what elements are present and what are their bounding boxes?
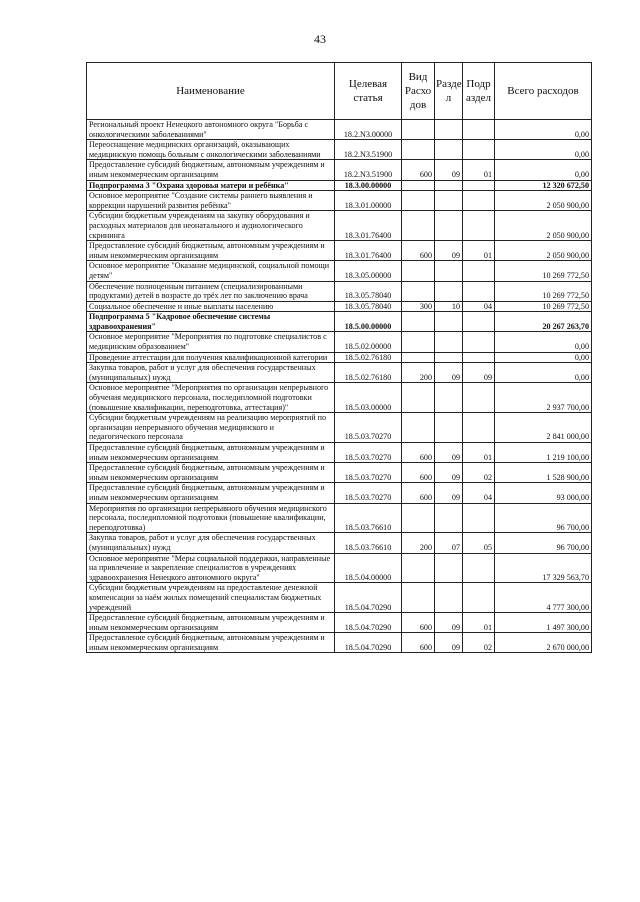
row-section	[435, 211, 463, 241]
row-subsection: 09	[463, 363, 495, 383]
table-row	[87, 261, 592, 281]
row-section: 09	[435, 160, 463, 180]
row-subsection	[463, 120, 495, 140]
row-total: 1 528 900,00	[495, 463, 592, 483]
row-name: Субсидии бюджетным учреждениям на закупку оборудования и расходных материалов для неонатального и аудиологического скрининга	[87, 211, 335, 241]
row-name: Обеспечение полноценным питанием (специализированными продуктами) детей в возрасте до трёх лет по заключению врача	[87, 281, 335, 301]
row-section	[435, 180, 463, 191]
table-row	[87, 383, 592, 413]
row-subsection	[463, 332, 495, 352]
row-expense-kind	[402, 191, 435, 211]
row-subsection	[463, 191, 495, 211]
row-expense-kind	[402, 413, 435, 443]
table-row	[87, 301, 592, 312]
page-number: 43	[314, 32, 326, 46]
row-section	[435, 281, 463, 301]
row-name: Основное мероприятие "Меры социальной поддержки, направленные на привлечение и закрепление специалистов в учреждениях здравоохранения Ненецкого автономного округа"	[87, 553, 335, 583]
row-subsection	[463, 140, 495, 160]
row-name: Подпрограмма 3 "Охрана здоровья матери и ребёнка"	[87, 180, 335, 191]
header-expense-kind: Вид Расхо дов	[402, 63, 435, 120]
table-row	[87, 120, 592, 140]
row-total: 20 267 263,70	[495, 312, 592, 332]
row-expense-kind: 600	[402, 160, 435, 180]
row-target-article: 18.2.N3.51900	[335, 140, 402, 160]
row-total: 2 670 000,00	[495, 633, 592, 653]
row-total: 0,00	[495, 160, 592, 180]
row-expense-kind	[402, 332, 435, 352]
row-total: 96 700,00	[495, 533, 592, 553]
table-row	[87, 483, 592, 503]
row-expense-kind	[402, 211, 435, 241]
row-subsection	[463, 180, 495, 191]
row-total: 17 329 563,70	[495, 553, 592, 583]
row-name: Закупка товаров, работ и услуг для обеспечения государственных (муниципальных) нужд	[87, 533, 335, 553]
row-name: Подпрограмма 5 "Кадровое обеспечение системы здравоохранения"	[87, 312, 335, 332]
row-total: 10 269 772,50	[495, 301, 592, 312]
row-subsection: 05	[463, 533, 495, 553]
header-section: Разде л	[435, 63, 463, 120]
row-expense-kind	[402, 261, 435, 281]
header-name: Наименование	[87, 63, 335, 120]
row-name: Проведение аттестации для получения квалификационной категории	[87, 352, 335, 363]
table-header-row	[87, 63, 592, 120]
row-name: Основное мероприятие "Мероприятия по организации непрерывного обучения медицинского персонала, последипломной подготовки (повышение квалификации, переподготовка, аттестация)"	[87, 383, 335, 413]
row-expense-kind	[402, 553, 435, 583]
row-name: Основное мероприятие "Мероприятия по подготовке специалистов с медицинским образованием"	[87, 332, 335, 352]
table-row	[87, 443, 592, 463]
table-row	[87, 211, 592, 241]
row-target-article: 18.3.05.00000	[335, 261, 402, 281]
row-name: Мероприятия по организации непрерывного обучения медицинского персонала, последипломной подготовки (повышение квалификации, переподготовка)	[87, 503, 335, 533]
row-total: 0,00	[495, 140, 592, 160]
row-total: 93 000,00	[495, 483, 592, 503]
row-subsection: 02	[463, 633, 495, 653]
row-section	[435, 583, 463, 613]
row-subsection: 01	[463, 443, 495, 463]
row-section	[435, 332, 463, 352]
row-target-article: 18.5.04.70290	[335, 613, 402, 633]
table-row	[87, 613, 592, 633]
row-total: 2 937 700,00	[495, 383, 592, 413]
row-total: 2 841 000,00	[495, 413, 592, 443]
row-target-article: 18.5.02.00000	[335, 332, 402, 352]
table-row	[87, 180, 592, 191]
row-expense-kind	[402, 583, 435, 613]
table-row	[87, 352, 592, 363]
row-section	[435, 383, 463, 413]
row-target-article: 18.2.N3.51900	[335, 160, 402, 180]
row-target-article: 18.5.03.76610	[335, 503, 402, 533]
row-section: 09	[435, 613, 463, 633]
row-subsection	[463, 312, 495, 332]
table-row	[87, 463, 592, 483]
row-subsection	[463, 352, 495, 363]
row-total: 0,00	[495, 352, 592, 363]
table-row	[87, 191, 592, 211]
row-total: 1 497 300,00	[495, 613, 592, 633]
row-name: Социальное обеспечение и иные выплаты населению	[87, 301, 335, 312]
row-total: 0,00	[495, 332, 592, 352]
row-section	[435, 553, 463, 583]
row-expense-kind: 600	[402, 241, 435, 261]
row-subsection	[463, 261, 495, 281]
row-section	[435, 140, 463, 160]
row-name: Предоставление субсидий бюджетным, автономным учреждениям и иным некоммерческим организациям	[87, 633, 335, 653]
row-name: Субсидии бюджетным учреждениям на предоставление денежной компенсации за наём жилых помещений специалистам бюджетных учреждений	[87, 583, 335, 613]
row-total: 2 050 900,00	[495, 211, 592, 241]
row-section	[435, 191, 463, 211]
row-section: 09	[435, 463, 463, 483]
row-target-article: 18.5.03.00000	[335, 383, 402, 413]
row-section: 09	[435, 633, 463, 653]
row-expense-kind	[402, 120, 435, 140]
row-target-article: 18.5.03.70270	[335, 463, 402, 483]
row-expense-kind	[402, 140, 435, 160]
row-total: 10 269 772,50	[495, 281, 592, 301]
row-total: 2 050 900,00	[495, 191, 592, 211]
table-row	[87, 312, 592, 332]
row-name: Предоставление субсидий бюджетным, автономным учреждениям и иным некоммерческим организациям	[87, 443, 335, 463]
row-name: Предоставление субсидий бюджетным, автономным учреждениям и иным некоммерческим организациям	[87, 613, 335, 633]
row-expense-kind	[402, 352, 435, 363]
row-total: 2 050 900,00	[495, 241, 592, 261]
row-subsection: 02	[463, 463, 495, 483]
table-row	[87, 413, 592, 443]
row-name: Основное мероприятие "Оказание медицинской, социальной помощи детям"	[87, 261, 335, 281]
row-target-article: 18.5.03.70270	[335, 413, 402, 443]
row-total: 0,00	[495, 120, 592, 140]
row-target-article: 18.5.03.76610	[335, 533, 402, 553]
row-name: Основное мероприятие "Создание системы раннего выявления и коррекции нарушений развития ребёнка"	[87, 191, 335, 211]
table-row	[87, 583, 592, 613]
row-target-article: 18.3.01.76400	[335, 211, 402, 241]
table-body	[87, 120, 592, 653]
row-subsection: 01	[463, 160, 495, 180]
row-subsection: 01	[463, 613, 495, 633]
row-section	[435, 413, 463, 443]
row-name: Предоставление субсидий бюджетным, автономным учреждениям и иным некоммерческим организациям	[87, 241, 335, 261]
row-expense-kind: 600	[402, 443, 435, 463]
row-section	[435, 503, 463, 533]
table-row	[87, 363, 592, 383]
row-expense-kind	[402, 383, 435, 413]
table-row	[87, 503, 592, 533]
row-total: 0,00	[495, 363, 592, 383]
table-row	[87, 533, 592, 553]
row-target-article: 18.3.05.78040	[335, 301, 402, 312]
row-section: 09	[435, 443, 463, 463]
row-name: Переоснащение медицинских организаций, оказывающих медицинскую помощь больным с онкологическими заболеваниями	[87, 140, 335, 160]
header-target-article: Целевая статья	[335, 63, 402, 120]
row-name: Закупка товаров, работ и услуг для обеспечения государственных (муниципальных) нужд	[87, 363, 335, 383]
row-subsection: 04	[463, 301, 495, 312]
row-subsection: 01	[463, 241, 495, 261]
row-section	[435, 120, 463, 140]
row-expense-kind: 200	[402, 363, 435, 383]
row-expense-kind	[402, 503, 435, 533]
table-row	[87, 160, 592, 180]
row-target-article: 18.5.03.70270	[335, 483, 402, 503]
row-total: 10 269 772,50	[495, 261, 592, 281]
table-row	[87, 241, 592, 261]
row-subsection	[463, 413, 495, 443]
row-target-article: 18.3.01.00000	[335, 191, 402, 211]
row-expense-kind	[402, 281, 435, 301]
row-target-article: 18.3.00.00000	[335, 180, 402, 191]
row-expense-kind	[402, 180, 435, 191]
row-target-article: 18.5.04.00000	[335, 553, 402, 583]
table-row	[87, 633, 592, 653]
row-target-article: 18.2.N3.00000	[335, 120, 402, 140]
row-expense-kind: 300	[402, 301, 435, 312]
row-section	[435, 261, 463, 281]
header-total-expenses: Всего расходов	[495, 63, 592, 120]
row-section	[435, 312, 463, 332]
row-name: Предоставление субсидий бюджетным, автономным учреждениям и иным некоммерческим организациям	[87, 463, 335, 483]
row-name: Предоставление субсидий бюджетным, автономным учреждениям и иным некоммерческим организациям	[87, 160, 335, 180]
row-section: 09	[435, 241, 463, 261]
row-expense-kind: 200	[402, 533, 435, 553]
row-expense-kind	[402, 312, 435, 332]
row-subsection: 04	[463, 483, 495, 503]
row-target-article: 18.5.02.76180	[335, 352, 402, 363]
table-row	[87, 140, 592, 160]
row-target-article: 18.5.04.70290	[335, 583, 402, 613]
table-row	[87, 281, 592, 301]
header-subsection: Подр аздел	[463, 63, 495, 120]
row-section	[435, 352, 463, 363]
row-subsection	[463, 383, 495, 413]
row-subsection	[463, 553, 495, 583]
budget-table	[86, 62, 592, 653]
row-target-article: 18.5.03.70270	[335, 443, 402, 463]
row-expense-kind: 600	[402, 633, 435, 653]
row-target-article: 18.5.00.00000	[335, 312, 402, 332]
row-subsection	[463, 211, 495, 241]
row-section: 07	[435, 533, 463, 553]
row-expense-kind: 600	[402, 613, 435, 633]
row-section: 10	[435, 301, 463, 312]
row-section: 09	[435, 363, 463, 383]
row-subsection	[463, 583, 495, 613]
table-row	[87, 553, 592, 583]
row-subsection	[463, 503, 495, 533]
row-total: 96 700,00	[495, 503, 592, 533]
row-name: Региональный проект Ненецкого автономного округа "Борьба с онкологическими заболеваниями"	[87, 120, 335, 140]
table-row	[87, 332, 592, 352]
row-target-article: 18.3.01.76400	[335, 241, 402, 261]
row-name: Предоставление субсидий бюджетным, автономным учреждениям и иным некоммерческим организациям	[87, 483, 335, 503]
row-total: 1 219 100,00	[495, 443, 592, 463]
row-target-article: 18.5.02.76180	[335, 363, 402, 383]
row-name: Субсидии бюджетным учреждениям на реализацию мероприятий по организации непрерывного обучения медицинского и педагогического персонала	[87, 413, 335, 443]
row-subsection	[463, 281, 495, 301]
row-total: 4 777 300,00	[495, 583, 592, 613]
row-expense-kind: 600	[402, 463, 435, 483]
row-total: 12 320 672,50	[495, 180, 592, 191]
row-section: 09	[435, 483, 463, 503]
row-target-article: 18.3.05.78040	[335, 281, 402, 301]
row-target-article: 18.5.04.70290	[335, 633, 402, 653]
row-expense-kind: 600	[402, 483, 435, 503]
